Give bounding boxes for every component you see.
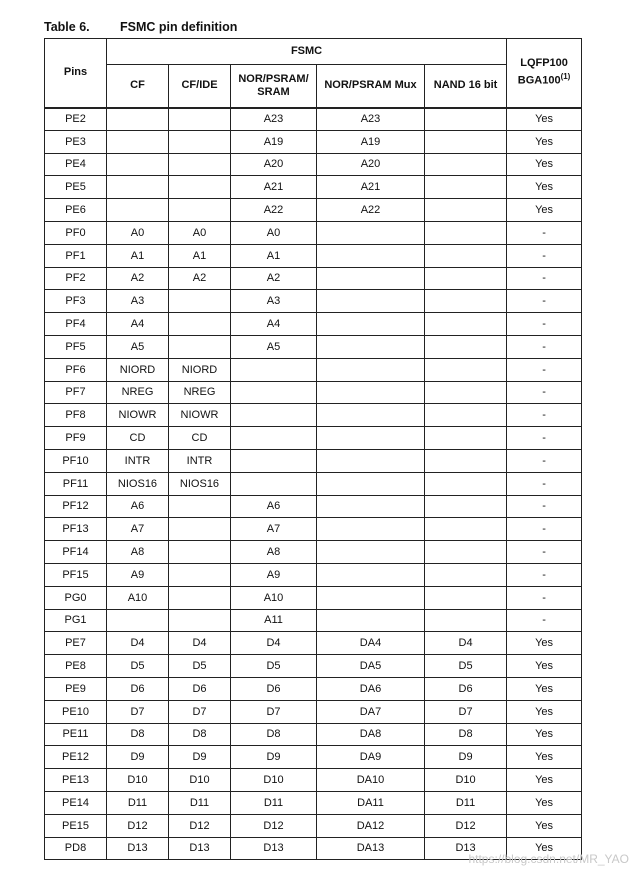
cell-nor-psram-sram: A7 (231, 518, 317, 541)
cell-package: - (507, 244, 582, 267)
cell-nor-psram-mux: A20 (317, 153, 425, 176)
cell-package: - (507, 609, 582, 632)
cell-pin: PF9 (45, 427, 107, 450)
cell-nor-psram-sram: D9 (231, 746, 317, 769)
table-row (45, 221, 582, 244)
cell-nor-psram-mux: A22 (317, 199, 425, 222)
cell-cf: A3 (107, 290, 169, 313)
cell-nor-psram-mux (317, 495, 425, 518)
cell-nand-16bit (425, 153, 507, 176)
table-row (45, 267, 582, 290)
cell-cf: D8 (107, 723, 169, 746)
cell-nor-psram-sram: A4 (231, 313, 317, 336)
cell-package: - (507, 221, 582, 244)
cell-nor-psram-mux: A21 (317, 176, 425, 199)
cell-package: - (507, 427, 582, 450)
cell-cf: NIOS16 (107, 472, 169, 495)
cell-package: Yes (507, 746, 582, 769)
header-nor-psram-mux: NOR/PSRAM Mux (317, 65, 425, 108)
cell-nand-16bit (425, 176, 507, 199)
table-row (45, 313, 582, 336)
cell-package: Yes (507, 769, 582, 792)
cell-pin: PF6 (45, 358, 107, 381)
cell-pin: PE9 (45, 677, 107, 700)
cell-package: Yes (507, 632, 582, 655)
cell-nor-psram-mux: A23 (317, 108, 425, 131)
cell-cf: D11 (107, 791, 169, 814)
cell-nor-psram-sram: A6 (231, 495, 317, 518)
fsmc-pin-table (44, 38, 582, 860)
cell-nand-16bit (425, 449, 507, 472)
header-fsmc: FSMC (107, 39, 507, 65)
cell-package: - (507, 267, 582, 290)
cell-nor-psram-mux (317, 449, 425, 472)
cell-nor-psram-mux (317, 290, 425, 313)
cell-pin: PE4 (45, 153, 107, 176)
cell-cf-ide (169, 495, 231, 518)
cell-package: Yes (507, 837, 582, 860)
cell-nor-psram-mux: DA6 (317, 677, 425, 700)
cell-cf-ide (169, 199, 231, 222)
table-row (45, 586, 582, 609)
cell-cf: NREG (107, 381, 169, 404)
cell-cf (107, 130, 169, 153)
table-row (45, 700, 582, 723)
cell-pin: PE10 (45, 700, 107, 723)
cell-nor-psram-sram: A19 (231, 130, 317, 153)
cell-nor-psram-mux: DA9 (317, 746, 425, 769)
cell-pin: PF14 (45, 541, 107, 564)
cell-nand-16bit: D12 (425, 814, 507, 837)
cell-pin: PE6 (45, 199, 107, 222)
table-row (45, 199, 582, 222)
cell-nor-psram-mux: DA13 (317, 837, 425, 860)
cell-cf (107, 199, 169, 222)
cell-nor-psram-mux: A19 (317, 130, 425, 153)
cell-cf: D4 (107, 632, 169, 655)
cell-pin: PF10 (45, 449, 107, 472)
cell-nor-psram-mux (317, 541, 425, 564)
cell-nor-psram-mux (317, 563, 425, 586)
cell-package: - (507, 563, 582, 586)
cell-cf-ide: D4 (169, 632, 231, 655)
cell-cf: A2 (107, 267, 169, 290)
cell-nand-16bit: D6 (425, 677, 507, 700)
cell-nor-psram-sram: D6 (231, 677, 317, 700)
cell-nor-psram-sram: D4 (231, 632, 317, 655)
cell-package: Yes (507, 814, 582, 837)
cell-nor-psram-sram: D5 (231, 655, 317, 678)
cell-nand-16bit (425, 358, 507, 381)
cell-nor-psram-sram: D11 (231, 791, 317, 814)
cell-pin: PF4 (45, 313, 107, 336)
cell-nor-psram-sram (231, 449, 317, 472)
table-row (45, 358, 582, 381)
cell-nor-psram-sram: D13 (231, 837, 317, 860)
cell-cf: A10 (107, 586, 169, 609)
cell-nor-psram-sram (231, 404, 317, 427)
table-row (45, 563, 582, 586)
cell-nor-psram-mux (317, 313, 425, 336)
cell-nor-psram-sram: A10 (231, 586, 317, 609)
cell-nor-psram-sram: D7 (231, 700, 317, 723)
table-caption (44, 20, 237, 34)
cell-nor-psram-sram: A2 (231, 267, 317, 290)
cell-nand-16bit: D11 (425, 791, 507, 814)
cell-cf-ide (169, 290, 231, 313)
cell-cf-ide: D13 (169, 837, 231, 860)
table-row (45, 746, 582, 769)
cell-nand-16bit (425, 541, 507, 564)
cell-package: - (507, 358, 582, 381)
cell-pin: PF3 (45, 290, 107, 313)
cell-nor-psram-sram: A22 (231, 199, 317, 222)
cell-pin: PF11 (45, 472, 107, 495)
cell-cf (107, 176, 169, 199)
cell-nand-16bit (425, 381, 507, 404)
cell-nand-16bit: D5 (425, 655, 507, 678)
cell-cf-ide: D5 (169, 655, 231, 678)
cell-nor-psram-mux (317, 609, 425, 632)
cell-package: Yes (507, 700, 582, 723)
cell-package: Yes (507, 791, 582, 814)
cell-cf-ide: D11 (169, 791, 231, 814)
cell-cf-ide: D10 (169, 769, 231, 792)
table-row (45, 814, 582, 837)
cell-nand-16bit: D9 (425, 746, 507, 769)
cell-nand-16bit: D4 (425, 632, 507, 655)
cell-nor-psram-mux: DA10 (317, 769, 425, 792)
table-row (45, 290, 582, 313)
cell-pin: PE7 (45, 632, 107, 655)
cell-cf: D10 (107, 769, 169, 792)
cell-cf-ide: NIOS16 (169, 472, 231, 495)
cell-nor-psram-mux (317, 586, 425, 609)
cell-cf: D6 (107, 677, 169, 700)
cell-cf-ide (169, 130, 231, 153)
cell-nor-psram-mux: DA5 (317, 655, 425, 678)
cell-nor-psram-mux (317, 472, 425, 495)
cell-nand-16bit (425, 108, 507, 131)
table-row (45, 244, 582, 267)
cell-nand-16bit: D8 (425, 723, 507, 746)
cell-nor-psram-sram: A21 (231, 176, 317, 199)
cell-nor-psram-mux (317, 221, 425, 244)
cell-nor-psram-mux: DA4 (317, 632, 425, 655)
cell-cf-ide (169, 563, 231, 586)
cell-cf-ide (169, 108, 231, 131)
cell-nor-psram-mux: DA8 (317, 723, 425, 746)
cell-nand-16bit: D10 (425, 769, 507, 792)
header-cf-ide: CF/IDE (169, 65, 231, 108)
cell-nor-psram-mux: DA7 (317, 700, 425, 723)
table-row (45, 677, 582, 700)
cell-cf-ide: D9 (169, 746, 231, 769)
cell-pin: PE13 (45, 769, 107, 792)
cell-cf-ide: D8 (169, 723, 231, 746)
cell-package: - (507, 335, 582, 358)
table-row (45, 153, 582, 176)
table-row (45, 335, 582, 358)
cell-cf: A4 (107, 313, 169, 336)
cell-package: Yes (507, 199, 582, 222)
cell-cf: A5 (107, 335, 169, 358)
cell-cf-ide (169, 609, 231, 632)
cell-nor-psram-sram: A8 (231, 541, 317, 564)
cell-nand-16bit (425, 472, 507, 495)
cell-nor-psram-mux: DA11 (317, 791, 425, 814)
cell-nand-16bit (425, 290, 507, 313)
header-package-footnote: (1) (560, 72, 571, 82)
table-row (45, 518, 582, 541)
header-nand-16bit: NAND 16 bit (425, 65, 507, 108)
cell-pin: PF13 (45, 518, 107, 541)
cell-nor-psram-sram (231, 472, 317, 495)
cell-cf: NIORD (107, 358, 169, 381)
cell-nor-psram-sram: A23 (231, 108, 317, 131)
cell-nor-psram-mux: DA12 (317, 814, 425, 837)
cell-package: - (507, 472, 582, 495)
cell-nor-psram-sram: A11 (231, 609, 317, 632)
cell-nor-psram-sram (231, 427, 317, 450)
cell-package: Yes (507, 723, 582, 746)
cell-pin: PF15 (45, 563, 107, 586)
cell-cf-ide: D7 (169, 700, 231, 723)
table-row (45, 769, 582, 792)
cell-pin: PE5 (45, 176, 107, 199)
table-row (45, 130, 582, 153)
cell-nand-16bit (425, 244, 507, 267)
cell-package: - (507, 518, 582, 541)
cell-package: - (507, 313, 582, 336)
table-row (45, 472, 582, 495)
table-row (45, 449, 582, 472)
cell-cf-ide (169, 586, 231, 609)
cell-cf: A7 (107, 518, 169, 541)
cell-nand-16bit (425, 130, 507, 153)
header-nor-line2: SRAM (257, 85, 290, 98)
cell-nor-psram-sram: D8 (231, 723, 317, 746)
table-row (45, 541, 582, 564)
cell-nor-psram-sram (231, 358, 317, 381)
cell-pin: PF12 (45, 495, 107, 518)
cell-cf-ide: NREG (169, 381, 231, 404)
cell-pin: PF2 (45, 267, 107, 290)
cell-cf: D13 (107, 837, 169, 860)
cell-nor-psram-mux (317, 404, 425, 427)
cell-package: - (507, 290, 582, 313)
cell-nor-psram-sram (231, 381, 317, 404)
cell-cf: A6 (107, 495, 169, 518)
header-package (507, 39, 582, 108)
cell-nor-psram-sram: A20 (231, 153, 317, 176)
cell-cf (107, 153, 169, 176)
header-nor-psram-sram (231, 65, 317, 108)
cell-cf-ide: D6 (169, 677, 231, 700)
table-body (45, 108, 582, 860)
cell-cf: A9 (107, 563, 169, 586)
cell-pin: PE11 (45, 723, 107, 746)
header-nor-line1: NOR/PSRAM/ (238, 72, 309, 85)
cell-cf-ide (169, 518, 231, 541)
cell-nand-16bit: D7 (425, 700, 507, 723)
watermark: https://blog.csdn.net/MR_YAO (468, 852, 629, 866)
cell-pin: PF8 (45, 404, 107, 427)
cell-cf-ide: A2 (169, 267, 231, 290)
cell-pin: PF1 (45, 244, 107, 267)
table-row (45, 381, 582, 404)
cell-cf-ide: D12 (169, 814, 231, 837)
table-row (45, 176, 582, 199)
cell-pin: PD8 (45, 837, 107, 860)
cell-pin: PG0 (45, 586, 107, 609)
cell-nand-16bit (425, 313, 507, 336)
cell-package: Yes (507, 130, 582, 153)
cell-nand-16bit (425, 518, 507, 541)
cell-nand-16bit (425, 199, 507, 222)
cell-nor-psram-mux (317, 267, 425, 290)
cell-pin: PF5 (45, 335, 107, 358)
cell-cf: CD (107, 427, 169, 450)
cell-pin: PE12 (45, 746, 107, 769)
cell-nor-psram-sram: A5 (231, 335, 317, 358)
cell-nor-psram-mux (317, 381, 425, 404)
cell-nor-psram-mux (317, 244, 425, 267)
cell-nor-psram-sram: D12 (231, 814, 317, 837)
cell-pin: PE14 (45, 791, 107, 814)
table-row (45, 495, 582, 518)
header-cf: CF (107, 65, 169, 108)
cell-package: - (507, 381, 582, 404)
table-row (45, 632, 582, 655)
cell-nor-psram-sram: A9 (231, 563, 317, 586)
cell-cf: NIOWR (107, 404, 169, 427)
cell-nand-16bit (425, 495, 507, 518)
cell-cf: A8 (107, 541, 169, 564)
table-row (45, 108, 582, 131)
cell-nor-psram-sram: A1 (231, 244, 317, 267)
header-package-line1: LQFP100 (520, 57, 568, 70)
cell-cf-ide: A0 (169, 221, 231, 244)
cell-cf-ide (169, 153, 231, 176)
cell-cf-ide: NIOWR (169, 404, 231, 427)
table-row (45, 791, 582, 814)
cell-nand-16bit (425, 427, 507, 450)
cell-package: Yes (507, 108, 582, 131)
header-package-line2: BGA100 (517, 75, 561, 88)
cell-nand-16bit (425, 335, 507, 358)
cell-package: - (507, 495, 582, 518)
cell-package: - (507, 586, 582, 609)
cell-cf: A1 (107, 244, 169, 267)
table-row (45, 427, 582, 450)
cell-pin: PG1 (45, 609, 107, 632)
cell-nand-16bit (425, 267, 507, 290)
cell-nor-psram-sram: D10 (231, 769, 317, 792)
cell-cf: INTR (107, 449, 169, 472)
table-row (45, 609, 582, 632)
cell-pin: PF0 (45, 221, 107, 244)
cell-package: Yes (507, 677, 582, 700)
table-row (45, 655, 582, 678)
header-pins: Pins (45, 39, 107, 108)
cell-nor-psram-mux (317, 518, 425, 541)
table-row (45, 404, 582, 427)
cell-cf-ide (169, 335, 231, 358)
cell-cf-ide: CD (169, 427, 231, 450)
table-row (45, 723, 582, 746)
cell-nor-psram-mux (317, 358, 425, 381)
cell-package: Yes (507, 176, 582, 199)
cell-cf (107, 609, 169, 632)
cell-pin: PE2 (45, 108, 107, 131)
cell-nand-16bit (425, 609, 507, 632)
cell-nand-16bit (425, 404, 507, 427)
cell-package: - (507, 541, 582, 564)
cell-pin: PE8 (45, 655, 107, 678)
cell-cf: D9 (107, 746, 169, 769)
cell-nand-16bit (425, 586, 507, 609)
cell-pin: PE3 (45, 130, 107, 153)
cell-cf-ide (169, 176, 231, 199)
cell-nor-psram-mux (317, 335, 425, 358)
cell-cf: D12 (107, 814, 169, 837)
cell-nand-16bit (425, 221, 507, 244)
cell-package: Yes (507, 153, 582, 176)
cell-nand-16bit (425, 563, 507, 586)
table-title: FSMC pin definition (120, 20, 238, 34)
cell-cf-ide (169, 313, 231, 336)
cell-cf: A0 (107, 221, 169, 244)
cell-cf-ide: INTR (169, 449, 231, 472)
cell-cf: D7 (107, 700, 169, 723)
cell-pin: PE15 (45, 814, 107, 837)
cell-nor-psram-sram: A0 (231, 221, 317, 244)
cell-package: Yes (507, 655, 582, 678)
cell-nand-16bit: D13 (425, 837, 507, 860)
cell-nor-psram-sram: A3 (231, 290, 317, 313)
cell-cf-ide: A1 (169, 244, 231, 267)
cell-package: - (507, 449, 582, 472)
cell-nor-psram-mux (317, 427, 425, 450)
table-number: Table 6. (44, 20, 90, 34)
cell-package: - (507, 404, 582, 427)
cell-cf (107, 108, 169, 131)
cell-pin: PF7 (45, 381, 107, 404)
cell-cf-ide: NIORD (169, 358, 231, 381)
cell-cf: D5 (107, 655, 169, 678)
cell-cf-ide (169, 541, 231, 564)
